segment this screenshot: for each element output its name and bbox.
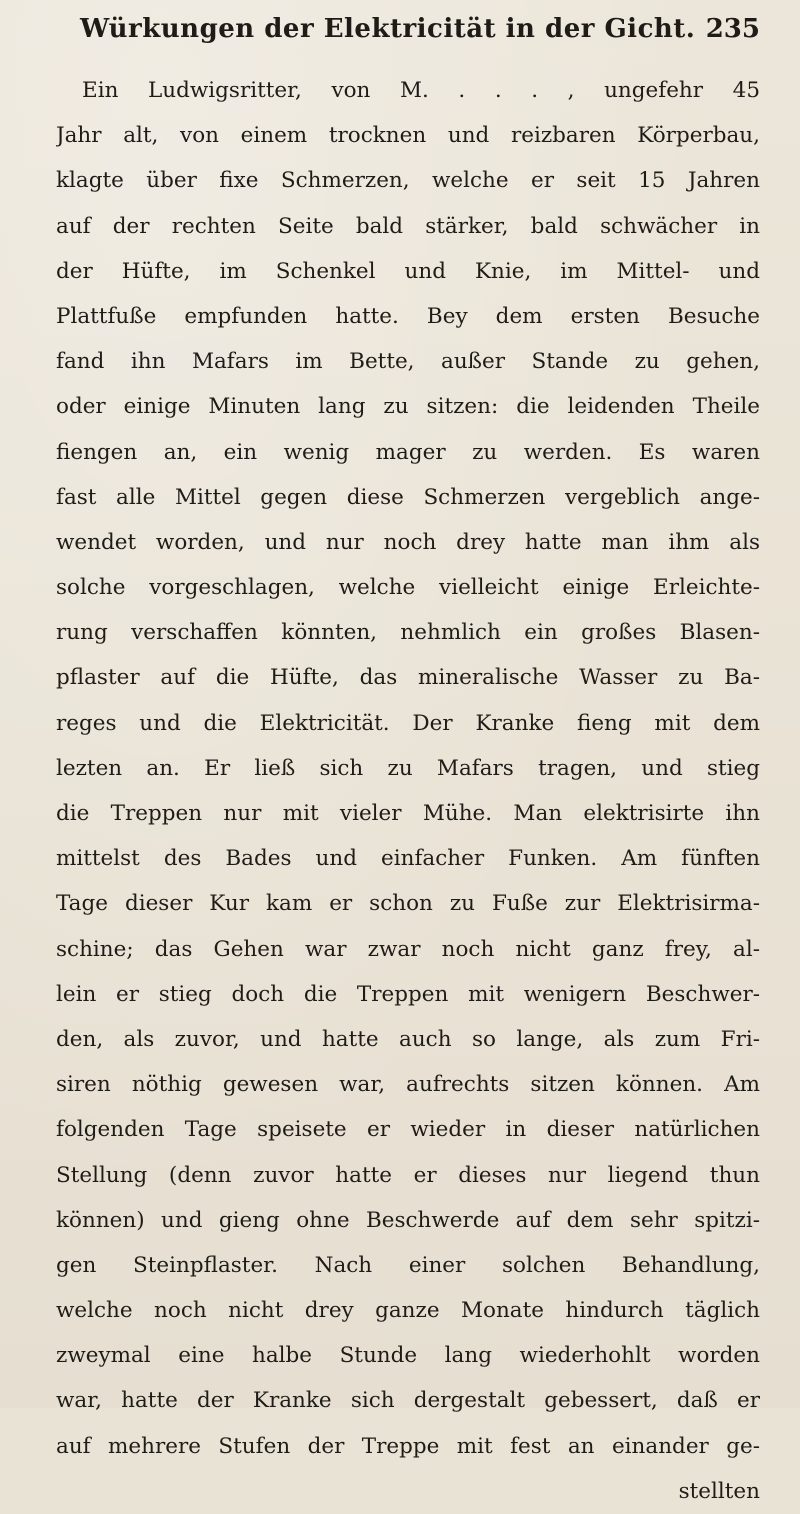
text-line: können) und gieng ohne Beschwerde auf dem sehr spitzi- <box>56 1207 760 1233</box>
running-title: Würkungen der Elektricität in der Gicht. <box>80 14 696 44</box>
text-line: fiengen an, ein wenig mager zu werden. Es waren <box>56 439 760 465</box>
text-line: schine; das Gehen war zwar noch nicht ganz frey, al- <box>56 936 760 962</box>
text-line: den, als zuvor, und hatte auch so lange, als zum Fri- <box>56 1026 760 1052</box>
text-line: auf mehrere Stufen der Treppe mit fest an einander ge- <box>56 1433 760 1459</box>
text-line: Stellung (denn zuvor hatte er dieses nur liegend thun <box>56 1162 760 1188</box>
text-line: der Hüfte, im Schenkel und Knie, im Mittel- und <box>56 258 760 284</box>
text-line: auf der rechten Seite bald stärker, bald schwächer in <box>56 213 760 239</box>
text-line: fand ihn Mafars im Bette, außer Stande zu gehen, <box>56 349 760 375</box>
page-number: 235 <box>705 14 760 44</box>
text-line: lezten an. Er ließ sich zu Mafars tragen, und stieg <box>56 755 760 781</box>
text-line: zweymal eine halbe Stunde lang wiederhohlt worden <box>56 1343 760 1369</box>
text-line: welche noch nicht drey ganze Monate hindurch täglich <box>56 1298 760 1324</box>
text-line: gen Steinpflaster. Nach einer solchen Behandlung, <box>56 1252 760 1278</box>
text-line: rung verschaffen könnten, nehmlich ein großes Blasen- <box>56 620 760 646</box>
text-line: die Treppen nur mit vieler Mühe. Man elektrisirte ihn <box>56 801 760 826</box>
text-line: solche vorgeschlagen, welche vielleicht einige Erleichte- <box>56 575 760 601</box>
text-line: folgenden Tage speisete er wieder in dieser natürlichen <box>56 1117 760 1143</box>
text-line: lein er stieg doch die Treppen mit wenigern Beschwer- <box>56 981 760 1007</box>
running-head <box>56 14 760 58</box>
text-line: pflaster auf die Hüfte, das mineralische Wasser zu Ba- <box>56 665 760 691</box>
text-line: mittelst des Bades und einfacher Funken. Am fünften <box>56 846 760 872</box>
text-line: Plattfuße empfunden hatte. Bey dem ersten Besuche <box>56 303 760 329</box>
text-line: wendet worden, und nur noch drey hatte man ihm als <box>56 529 760 555</box>
text-line: reges und die Elektricität. Der Kranke fieng mit dem <box>56 710 760 736</box>
text-line: Ein Ludwigsritter, von M. . . . , ungefehr 45 <box>82 78 760 103</box>
text-line: Jahr alt, von einem trocknen und reizbaren Körperbau, <box>56 123 760 149</box>
text-line: Tage dieser Kur kam er schon zu Fuße zur Elektrisirma- <box>56 891 760 917</box>
catchword: stellten <box>678 1478 760 1504</box>
text-line: oder einige Minuten lang zu sitzen: die leidenden Theile <box>56 394 760 420</box>
text-line: fast alle Mittel gegen diese Schmerzen vergeblich ange- <box>56 484 760 510</box>
body-text <box>56 68 760 1514</box>
text-line: klagte über fixe Schmerzen, welche er seit 15 Jahren <box>56 168 760 194</box>
text-line: siren nöthig gewesen war, aufrechts sitzen können. Am <box>56 1072 760 1098</box>
text-line: war, hatte der Kranke sich dergestalt gebessert, daß er <box>56 1388 760 1414</box>
